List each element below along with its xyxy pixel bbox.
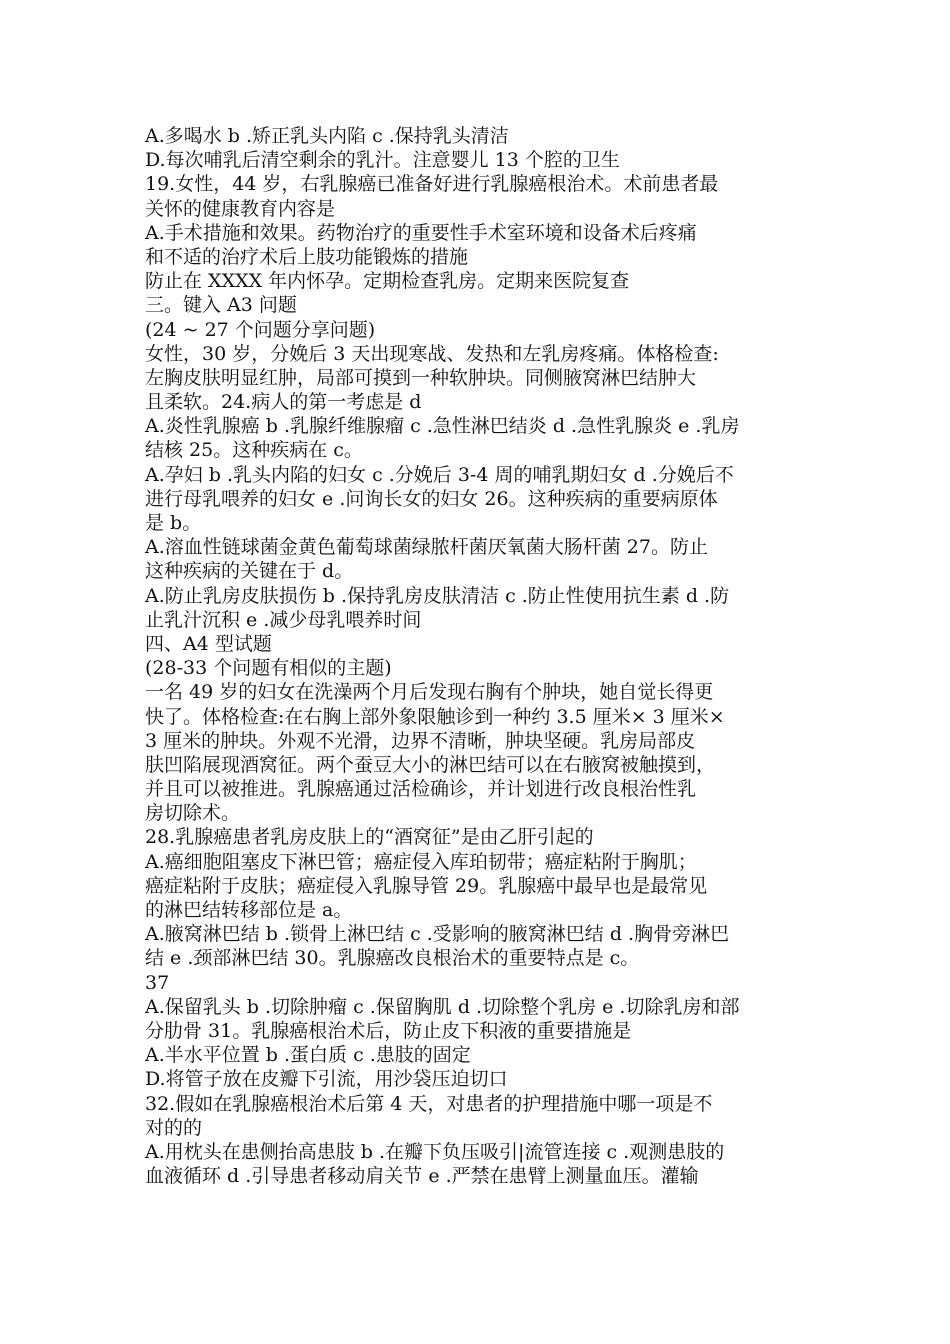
text-line: 分肋骨 31。乳腺癌根治术后，防止皮下积液的重要措施是 — [145, 1019, 632, 1042]
text-line: 的淋巴结转移部位是 a。 — [145, 899, 353, 921]
text-line: A.半水平位置 b .蛋白质 c .患肢的固定 — [145, 1044, 471, 1067]
text-line: A.溶血性链球菌金黄色葡萄球菌绿脓杆菌厌氧菌大肠杆菌 27。防止 — [145, 536, 708, 559]
text-line: A.保留乳头 b .切除肿瘤 c .保留胸肌 d .切除整个乳房 e .切除乳房和部 — [145, 995, 740, 1018]
text-line: 并且可以被推进。乳腺癌通过活检确诊，并计划进行改良根治性乳 — [145, 778, 697, 801]
text-line: D.将管子放在皮瓣下引流，用沙袋压迫切口 — [145, 1068, 508, 1091]
text-line: 一名 49 岁的妇女在洗澡两个月后发现右胸有个肿块，她自觉长得更 — [145, 681, 714, 704]
text-line: A.手术措施和效果。药物治疗的重要性手术室环境和设备术后疼痛 — [145, 221, 697, 244]
text-line: 癌症粘附于皮肤；癌症侵入乳腺导管 29。乳腺癌中最早也是最常见 — [145, 874, 708, 897]
text-line: 28.乳腺癌患者乳房皮肤上的“酒窝征”是由乙肝引起的 — [145, 826, 594, 849]
text-line: D.每次哺乳后清空剩余的乳汁。注意婴儿 13 个腔的卫生 — [145, 149, 620, 172]
text-line: 和不适的治疗术后上肢功能锻炼的措施 — [145, 245, 469, 268]
text-line: 19.女性，44 岁，右乳腺癌已准备好进行乳腺癌根治术。术前患者最 — [145, 173, 719, 196]
text-line: A.炎性乳腺癌 b .乳腺纤维腺瘤 c .急性淋巴结炎 d .急性乳腺炎 e .乳房 — [145, 415, 740, 438]
text-line: 女性，30 岁，分娩后 3 天出现寒战、发热和左乳房疼痛。体格检查: — [145, 342, 719, 365]
text-line: 进行母乳喂养的妇女 e .问询长女的妇女 26。这种疾病的重要病原体 — [145, 487, 718, 510]
text-line: 对的的 — [145, 1116, 203, 1139]
section-heading: 四、A4 型试题 — [145, 632, 272, 655]
text-line: A.腋窝淋巴结 b .锁骨上淋巴结 c .受影响的腋窝淋巴结 d .胸骨旁淋巴 — [145, 923, 730, 946]
text-line: 关怀的健康教育内容是 — [145, 197, 336, 220]
text-line: 血液循环 d .引导患者移动肩关节 e .严禁在患臂上测量血压。灌输 — [145, 1165, 699, 1188]
text-line: A.防止乳房皮肤损伤 b .保持乳房皮肤清洁 c .防止性使用抗生素 d .防 — [145, 584, 730, 607]
text-line: 结核 25。这种疾病在 c。 — [145, 439, 363, 462]
text-line: A.用枕头在患侧抬高患肢 b .在瓣下负压吸引|流管连接 c .观测患肢的 — [145, 1140, 725, 1163]
text-line: 左胸皮肤明显红肿，局部可摸到一种软肿块。同侧腋窝淋巴结肿大 — [145, 366, 697, 389]
text-line: (28-33 个问题有相似的主题) — [145, 657, 392, 680]
text-line: 3 厘米的肿块。外观不光滑，边界不清晰，肿块坚硬。乳房局部皮 — [145, 729, 696, 752]
text-line: A.孕妇 b .乳头内陷的妇女 c .分娩后 3-4 周的哺乳期妇女 d .分娩后不 — [145, 463, 734, 486]
text-line: 结 e .颈部淋巴结 30。乳腺癌改良根治术的重要特点是 c。 — [145, 947, 640, 970]
text-line: 快了。体格检查:在右胸上部外象限触诊到一种约 3.5 厘米× 3 厘米× — [145, 705, 725, 728]
text-line: 这种疾病的关键在于 d。 — [145, 560, 354, 583]
document-page — [145, 124, 810, 1188]
text-line: 防止在 XXXX 年内怀孕。定期检查乳房。定期来医院复查 — [145, 270, 630, 293]
text-line: 且柔软。24.病人的第一考虑是 d — [145, 391, 422, 414]
text-line: 止乳汁沉积 e .减少母乳喂养时间 — [145, 608, 422, 631]
page-number: 37 — [145, 971, 170, 994]
text-line: 32.假如在乳腺癌根治术后第 4 天，对患者的护理措施中哪一项是不 — [145, 1092, 713, 1115]
text-line: 是 b。 — [145, 512, 202, 534]
text-line: A.癌细胞阻塞皮下淋巴管；癌症侵入库珀韧带；癌症粘附于胸肌； — [145, 850, 697, 873]
section-heading: 三。键入 A3 问题 — [145, 294, 297, 317]
text-line: 房切除术。 — [145, 802, 241, 825]
text-line: (24 ~ 27 个问题分享问题) — [145, 318, 376, 341]
text-line: A.多喝水 b .矫正乳头内陷 c .保持乳头清洁 — [145, 125, 509, 147]
text-line: 肤凹陷展现酒窝征。两个蚕豆大小的淋巴结可以在右腋窝被触摸到， — [145, 753, 716, 776]
